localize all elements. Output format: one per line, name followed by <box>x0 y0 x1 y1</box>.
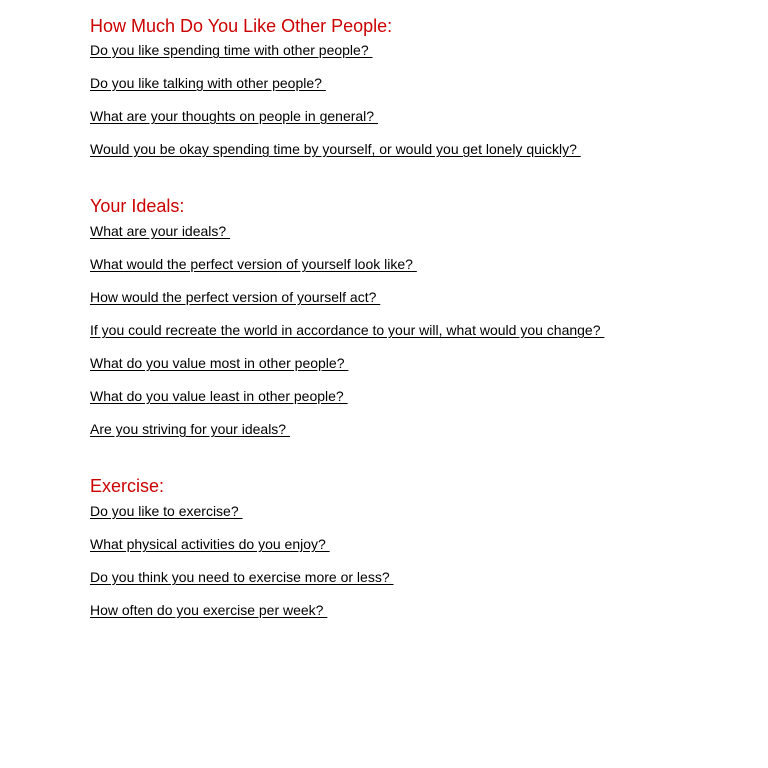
question-item <box>90 42 750 75</box>
section-heading: Your Ideals: <box>90 196 185 216</box>
question-item <box>90 421 750 454</box>
section-exercise <box>90 475 750 635</box>
question-item <box>90 223 750 256</box>
question-item <box>90 108 750 141</box>
section-heading: Exercise: <box>90 476 165 496</box>
question-text: What are your ideals? <box>90 223 231 239</box>
question-list <box>90 223 750 454</box>
question-item <box>90 256 750 289</box>
question-text: How often do you exercise per week? <box>90 602 328 618</box>
question-text: Would you be okay spending time by yourself, or would you get lonely quickly? <box>90 141 581 157</box>
question-text: Are you striving for your ideals? <box>90 421 290 437</box>
question-item <box>90 141 750 174</box>
question-list <box>90 42 750 174</box>
question-text: Do you like to exercise? <box>90 503 243 519</box>
question-text: What do you value most in other people? <box>90 355 349 371</box>
question-text: What physical activities do you enjoy? <box>90 536 330 552</box>
question-item <box>90 289 750 322</box>
section-your-ideals <box>90 195 750 454</box>
question-item <box>90 536 750 569</box>
section-heading: How Much Do You Like Other People: <box>90 16 393 36</box>
question-text: What are your thoughts on people in general? <box>90 108 378 124</box>
question-text: How would the perfect version of yourself act? <box>90 289 381 305</box>
question-item <box>90 569 750 602</box>
question-item <box>90 322 750 355</box>
question-item <box>90 355 750 388</box>
section-other-people <box>90 15 750 174</box>
question-text: Do you like spending time with other people? <box>90 42 373 58</box>
question-text: Do you like talking with other people? <box>90 75 326 91</box>
question-item <box>90 503 750 536</box>
question-text: Do you think you need to exercise more or less? <box>90 569 394 585</box>
question-text: What would the perfect version of yourself look like? <box>90 256 417 272</box>
question-item <box>90 388 750 421</box>
question-item <box>90 602 750 635</box>
question-list <box>90 503 750 635</box>
question-item <box>90 75 750 108</box>
question-text: If you could recreate the world in accordance to your will, what would you change? <box>90 322 605 338</box>
question-text: What do you value least in other people? <box>90 388 348 404</box>
